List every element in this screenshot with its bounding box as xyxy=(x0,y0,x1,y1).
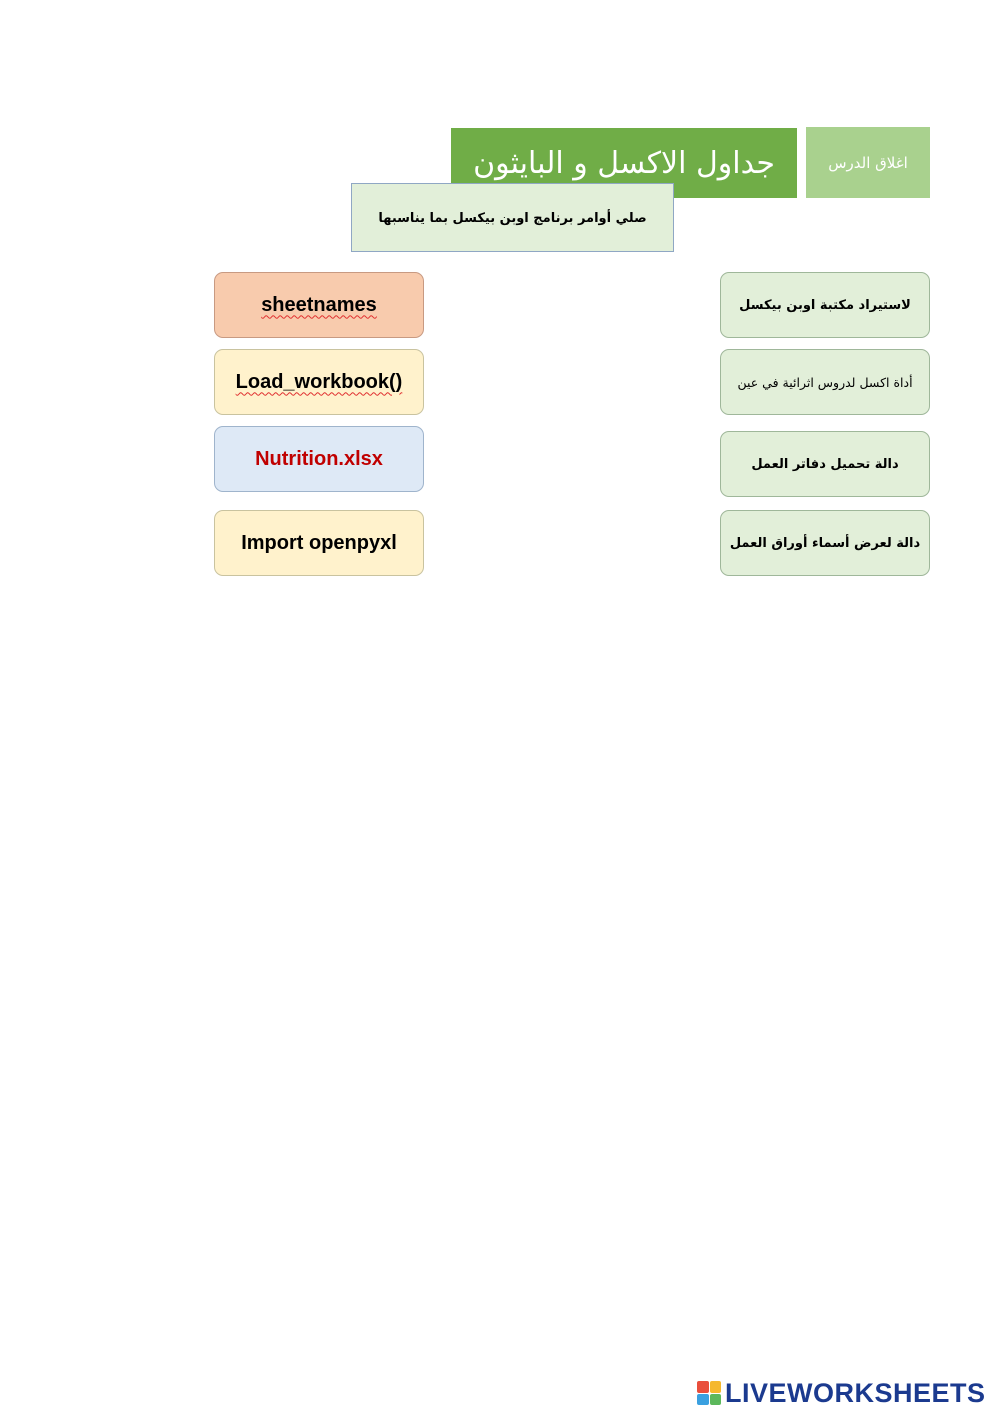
answer-card-label: Nutrition.xlsx xyxy=(255,447,383,470)
answer-card-label: Load_workbook() xyxy=(235,370,403,393)
answer-card-load-workbook[interactable] xyxy=(214,349,424,415)
answer-card-import-openpyxl[interactable] xyxy=(214,510,424,576)
prompt-card-load-workbook[interactable] xyxy=(720,431,930,497)
brand-text: LIVEWORKSHEETS xyxy=(725,1377,986,1408)
answer-card-sheetnames[interactable] xyxy=(214,272,424,338)
prompt-card-import-library[interactable] xyxy=(720,272,930,338)
instruction-text: صلي أوامر برنامج اوبن بيكسل بما يناسبها xyxy=(351,183,674,252)
prompt-card-excel-tool[interactable] xyxy=(720,349,930,415)
prompt-card-sheet-names[interactable] xyxy=(720,510,930,576)
liveworksheets-logo-icon xyxy=(697,1381,721,1405)
worksheet-title: جداول الاكسل و البايثون xyxy=(451,128,797,198)
prompt-card-label: أداة اكسل لدروس اثرائية في عين xyxy=(737,374,913,390)
liveworksheets-brand xyxy=(697,1378,986,1408)
close-lesson-button[interactable]: اغلاق الدرس xyxy=(806,127,930,198)
answer-card-label: Import openpyxl xyxy=(241,531,397,554)
prompt-card-label: دالة تحميل دفاتر العمل xyxy=(751,456,899,472)
prompt-card-label: دالة لعرض أسماء أوراق العمل xyxy=(729,535,921,551)
answer-card-nutrition-xlsx[interactable] xyxy=(214,426,424,492)
prompt-card-label: لاستيراد مكتبة اوبن بيكسل xyxy=(739,297,911,313)
answer-card-label: sheetnames xyxy=(261,293,377,316)
